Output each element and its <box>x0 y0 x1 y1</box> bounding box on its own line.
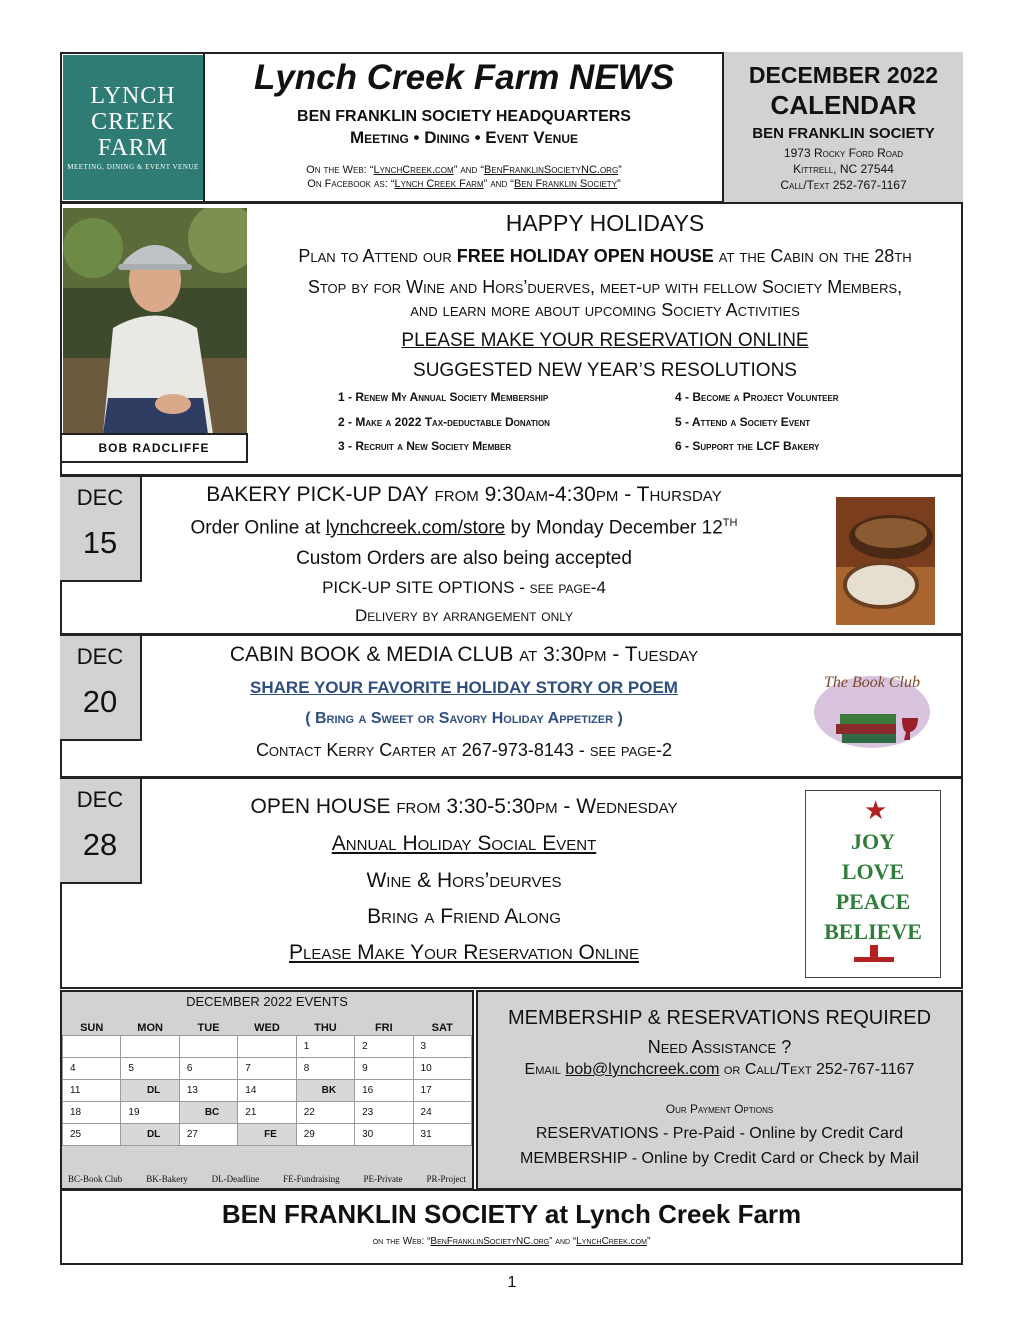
calendar-day-cell: 22 <box>296 1102 354 1124</box>
calendar-day-cell: 5 <box>121 1058 179 1080</box>
annual-event-line: Annual Holiday Social Event <box>331 832 597 855</box>
event-order-line <box>144 517 784 539</box>
phone-number: 252-767-1167 <box>816 1061 915 1078</box>
newsletter-title: Lynch Creek Farm NEWS <box>253 58 675 97</box>
event-date-box <box>60 636 142 741</box>
fb-prefix: On Facebook as: “ <box>307 178 395 190</box>
event-title-from: from <box>428 483 485 506</box>
tree-word-love: LOVE <box>841 859 905 884</box>
facebook-ben-franklin-link[interactable]: Ben Franklin Society <box>513 178 618 190</box>
address-line-2: Kittrell, NC 27544 <box>793 162 894 176</box>
footer-web-prefix: on the Web: “ <box>372 1236 431 1247</box>
resolution-6: 6 - Support the LCF Bakery <box>675 439 820 453</box>
payment-option-membership: MEMBERSHIP - Online by Credit Card or Check by Mail <box>520 1150 919 1167</box>
calendar-day-cell: 18 <box>63 1102 121 1124</box>
holidays-heading: HAPPY HOLIDAYS <box>505 210 705 236</box>
bring-friend-line: Bring a Friend Along <box>367 905 561 928</box>
pickup-options-line <box>144 578 784 598</box>
calendar-day-cell: 3 <box>413 1036 471 1058</box>
logo-tagline: MEETING, DINING & EVENT VENUE <box>67 163 199 171</box>
web-suffix: ” <box>618 164 622 176</box>
calendar-day-cell: 14 <box>238 1080 296 1102</box>
fb-suffix: ” <box>617 178 621 190</box>
order-text: Order Online at <box>190 517 326 539</box>
weekday-label: THU <box>314 1022 337 1034</box>
benfranklin-link[interactable]: BenFranklinSocietyNC.org <box>484 164 619 176</box>
book-club-logo-text: The Book Club <box>824 674 920 691</box>
event-day: 28 <box>82 827 118 862</box>
calendar-day-cell <box>179 1036 237 1058</box>
order-deadline: by Monday December 12 <box>505 517 723 539</box>
venue-tagline: Meeting • Dining • Event Venue <box>350 128 578 147</box>
society-name: BEN FRANKLIN SOCIETY <box>752 125 935 142</box>
event-title <box>144 643 784 667</box>
weekday-label: WED <box>254 1022 280 1034</box>
event-date-box <box>60 779 142 884</box>
contact-line: Contact Kerry Carter at 267-973-8143 - see page-2 <box>255 740 673 760</box>
calendar-week-row <box>63 1036 472 1058</box>
invite-part-c: at the Cabin on the 28th <box>713 246 912 266</box>
call-label: or Call/Text <box>719 1061 816 1078</box>
calendar-day-cell: 2 <box>355 1036 413 1058</box>
calendar-day-cell: 7 <box>238 1058 296 1080</box>
email-label: Email <box>524 1061 566 1078</box>
calendar-week-row <box>63 1058 472 1080</box>
appetizer-note: ( Bring a Sweet or Savory Holiday Appetizer ) <box>305 710 623 727</box>
event-title-main: OPEN HOUSE <box>250 795 391 818</box>
custom-orders-line: Custom Orders are also being accepted <box>296 548 632 569</box>
resolution-4: 4 - Become a Project Volunteer <box>675 390 839 404</box>
delivery-line: Delivery by arrangement only <box>354 606 574 625</box>
calendar-day-cell: 17 <box>413 1080 471 1102</box>
footer-benfranklin-link[interactable]: BenFranklinSocietyNC.org <box>430 1236 550 1247</box>
tree-word-joy: JOY <box>851 829 895 854</box>
mini-calendar-title: DECEMBER 2022 EVENTS <box>186 994 348 1009</box>
event-title-main: CABIN BOOK & MEDIA CLUB <box>229 643 514 666</box>
footer-web-line <box>60 1236 963 1247</box>
calendar-day-cell: 25 <box>63 1124 121 1146</box>
event-title <box>144 795 784 819</box>
contact-phone: Call/Text 252-767-1167 <box>780 178 907 192</box>
event-day: 20 <box>82 684 118 719</box>
footer-web-suffix: ” <box>646 1236 651 1247</box>
legend-item: BK-Bakery <box>146 1174 188 1184</box>
calendar-day-cell: 27 <box>179 1124 237 1146</box>
calendar-day-cell: 1 <box>296 1036 354 1058</box>
calendar-day-cell: 16 <box>355 1080 413 1102</box>
tree-word-peace: PEACE <box>835 889 911 914</box>
holiday-tree-graphic <box>805 790 941 978</box>
event-title-main: BAKERY PICK-UP DAY <box>206 483 429 506</box>
calendar-day-cell: 9 <box>355 1058 413 1080</box>
resolution-2: 2 - Make a 2022 Tax-deductable Donation <box>338 415 550 429</box>
event-month: DEC <box>76 644 124 669</box>
calendar-week-row <box>63 1124 472 1146</box>
wine-line: Wine & Hors’deurves <box>366 869 562 892</box>
email-link[interactable]: bob@lynchcreek.com <box>565 1061 720 1078</box>
event-title-time: 3:30-5:30pm - Wednesday <box>446 795 678 818</box>
facebook-links-line <box>210 178 718 190</box>
event-date-box <box>60 477 142 582</box>
event-title-time: 9:30am-4:30pm - Thursday <box>484 483 722 506</box>
calendar-day-cell: 4 <box>63 1058 121 1080</box>
calendar-event-cell: DL <box>121 1124 179 1146</box>
invite-part-b: FREE HOLIDAY OPEN HOUSE <box>456 246 714 266</box>
share-story-link[interactable]: SHARE YOUR FAVORITE HOLIDAY STORY OR POEM <box>250 678 678 697</box>
event-title <box>144 483 784 507</box>
calendar-day-cell <box>121 1036 179 1058</box>
membership-heading: MEMBERSHIP & RESERVATIONS REQUIRED <box>507 1007 932 1029</box>
calendar-info-box <box>722 52 963 203</box>
tree-base <box>854 957 894 962</box>
calendar-legend <box>62 1174 472 1184</box>
footer-web-and: ” and “ <box>549 1236 577 1247</box>
weekday-header-row <box>63 1021 472 1036</box>
calendar-day-cell: 6 <box>179 1058 237 1080</box>
calendar-day-cell: 21 <box>238 1102 296 1124</box>
photo-caption: BOB RADCLIFFE <box>60 433 248 463</box>
store-link[interactable]: lynchcreek.com/store <box>325 517 506 539</box>
web-prefix: On the Web: “ <box>306 164 374 176</box>
page-number: 1 <box>507 1274 517 1291</box>
bob-radcliffe-photo <box>63 208 247 434</box>
legend-item: BC-Book Club <box>68 1174 123 1184</box>
pickup-see-page: - see page-4 <box>514 578 606 597</box>
weekday-label: SUN <box>80 1022 104 1034</box>
reservation-link[interactable]: PLEASE MAKE YOUR RESERVATION ONLINE <box>401 330 809 351</box>
logo-line-1: LYNCH <box>90 83 176 109</box>
calendar-day-cell: 13 <box>179 1080 237 1102</box>
address-line-1: 1973 Rocky Ford Road <box>783 146 904 160</box>
calendar-day-cell <box>63 1036 121 1058</box>
calendar-day-cell: 8 <box>296 1058 354 1080</box>
star-icon: ★ <box>864 795 888 825</box>
tree-word-believe: BELIEVE <box>824 919 922 944</box>
facebook-lynch-creek-link[interactable]: Lynch Creek Farm <box>394 178 484 190</box>
bread-photo <box>836 497 935 625</box>
event-title-time: 3:30pm - Tuesday <box>543 643 699 666</box>
reservation-online-link[interactable]: Please Make Your Reservation Online <box>288 941 640 964</box>
event-month: DEC <box>76 485 124 510</box>
logo-line-2: CREEK <box>91 109 175 135</box>
calendar-day-cell: 31 <box>413 1124 471 1146</box>
calendar-event-cell: DL <box>121 1080 179 1102</box>
resolution-1: 1 - Renew My Annual Society Membership <box>338 390 549 404</box>
resolution-3: 3 - Recruit a New Society Member <box>338 439 512 453</box>
resolution-5: 5 - Attend a Society Event <box>675 415 811 429</box>
event-month: DEC <box>76 787 124 812</box>
payment-option-reservations: RESERVATIONS - Pre-Paid - Online by Credit Card <box>535 1125 904 1142</box>
need-assistance: Need Assistance ? <box>647 1037 792 1057</box>
invite-part-a: Plan to Attend our <box>298 246 457 266</box>
calendar-label: CALENDAR <box>770 90 917 120</box>
mini-calendar-grid <box>62 1021 472 1146</box>
web-and: ” and “ <box>453 164 485 176</box>
calendar-event-cell: BC <box>179 1102 237 1124</box>
pickup-options: PICK-UP SITE OPTIONS <box>322 578 515 597</box>
logo-line-3: FARM <box>97 135 169 161</box>
legend-item: PE-Private <box>363 1174 403 1184</box>
weekday-label: MON <box>137 1022 163 1034</box>
contact-line <box>478 1061 961 1079</box>
calendar-day-cell: 10 <box>413 1058 471 1080</box>
order-deadline-sup: TH <box>722 517 738 529</box>
holidays-line-3: and learn more about upcoming Society Activities <box>410 300 800 320</box>
header-divider <box>203 52 205 203</box>
resolutions-heading: SUGGESTED NEW YEAR’S RESOLUTIONS <box>413 360 797 381</box>
weekday-label: FRI <box>374 1022 393 1034</box>
calendar-month: DECEMBER 2022 <box>748 62 939 88</box>
event-title-from: from <box>390 795 447 818</box>
calendar-day-cell: 29 <box>296 1124 354 1146</box>
payment-heading: Our Payment Options <box>665 1102 774 1116</box>
event-day: 15 <box>82 525 118 560</box>
newsletter-subtitle: BEN FRANKLIN SOCIETY HEADQUARTERS <box>297 108 631 125</box>
weekday-label: SAT <box>431 1022 453 1034</box>
web-links-line <box>210 164 718 176</box>
footer-title: BEN FRANKLIN SOCIETY at Lynch Creek Farm <box>221 1199 802 1229</box>
legend-item: DL-Deadline <box>211 1174 260 1184</box>
event-title-at: at <box>513 643 544 666</box>
calendar-day-cell: 23 <box>355 1102 413 1124</box>
lynchcreek-link[interactable]: LynchCreek.com <box>373 164 454 176</box>
calendar-day-cell <box>238 1036 296 1058</box>
calendar-event-cell: BK <box>296 1080 354 1102</box>
footer-lynchcreek-link[interactable]: LynchCreek.com <box>576 1236 647 1247</box>
calendar-day-cell: 19 <box>121 1102 179 1124</box>
book-club-graphic <box>810 670 934 750</box>
lynch-creek-farm-logo <box>63 55 203 200</box>
calendar-day-cell: 11 <box>63 1080 121 1102</box>
calendar-day-cell: 24 <box>413 1102 471 1124</box>
legend-item: PR-Project <box>426 1174 466 1184</box>
calendar-day-cell: 30 <box>355 1124 413 1146</box>
calendar-week-row <box>63 1080 472 1102</box>
membership-panel <box>476 990 963 1190</box>
calendar-week-row <box>63 1102 472 1124</box>
fb-and: ” and “ <box>483 178 514 190</box>
holidays-line-2: Stop by for Wine and Hors’duerves, meet-up with fellow Society Members, <box>307 277 903 297</box>
calendar-event-cell: FE <box>238 1124 296 1146</box>
legend-item: FE-Fundraising <box>283 1174 340 1184</box>
open-house-invite <box>250 246 960 267</box>
weekday-label: TUE <box>197 1022 220 1034</box>
